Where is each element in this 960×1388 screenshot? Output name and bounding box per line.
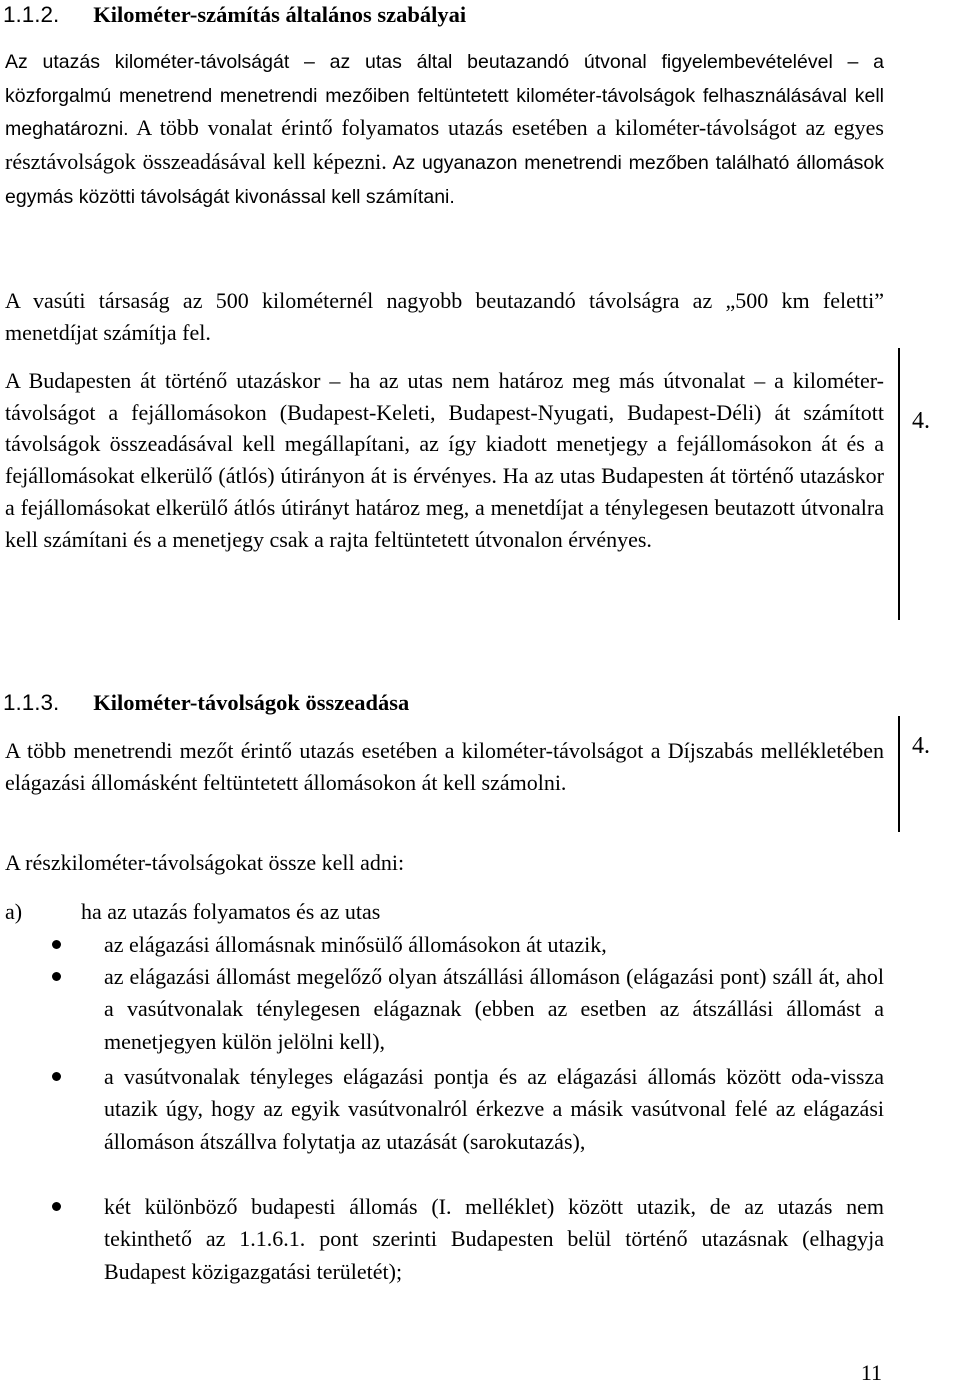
section-title: Kilométer-számítás általános szabályai [93, 2, 467, 27]
change-bar [898, 348, 900, 620]
section-number: 1.1.3. [3, 690, 60, 715]
list-label: a) [5, 899, 23, 924]
list-item: az elágazási állomásnak minősülő állomásokon át utazik, [104, 932, 607, 957]
section-heading-1-1-3 [3, 690, 409, 716]
list-heading: ha az utazás folyamatos és az utas [81, 899, 381, 924]
paragraph-text: A több menetrendi mezőt érintő utazás esetében a kilométer-távolságot a Díjszabás mellékletében elágazási állomásként feltüntetett állomásokon át kell számolni. [5, 738, 884, 795]
bullet-icon [52, 1202, 61, 1211]
paragraph-text: A vasúti társaság az 500 kilométernél nagyobb beutazandó távolságra az „500 km feletti” menetdíjat számítja fel. [5, 288, 884, 345]
paragraph-multiple-fields [5, 735, 884, 798]
margin-marker: 4. [912, 733, 930, 759]
paragraph-text-part-3: Az ugyanazon menetrendi mezőben található állomások egymás közötti távolságát kivonással kell számítani. [5, 152, 885, 208]
paragraph-text: A részkilométer-távolságokat össze kell adni: [5, 850, 405, 875]
list-item: két különböző budapesti állomás (I. melléklet) között utazik, de az utazás nem tekinthető az 1.1.6.1. pont szerinti Budapesten belül történő utazásnak (elhagyja Budapest közigazgatási területét); [104, 1194, 884, 1284]
list-item: a vasútvonalak tényleges elágazási pontja és az elágazási állomás között oda-vissza utazik úgy, hogy az egyik vasútvonalról érkezve a másik vasútvonal felé az elágazási állomáson átszállva folytatja az utazását (sarokutazás), [104, 1064, 884, 1154]
paragraph-km-distance [5, 45, 884, 214]
section-heading-1-1-2 [3, 2, 466, 28]
section-number: 1.1.2. [3, 2, 60, 27]
list-item: az elágazási állomást megelőző olyan átszállási állomáson (elágazási pont) száll át, ahol a vasútvonalak ténylegesen elágaznak (ebben az esetben az átszállási állomást a menetjegyen külön jelölni kell), [104, 964, 884, 1054]
paragraph-sum-intro [5, 847, 884, 879]
paragraph-text: A Budapesten át történő utazáskor – ha az utas nem határoz meg más útvonalat – a kilométer-távolságot a fejállomásokon (Budapest-Keleti, Budapest-Nyugati, Budapest-Déli) át számított távolságok összeadásával kell megállapítani, az így kiadott menetjegy a fejállomásokon át és a fejállomásokat elkerülő (átlós) útirányon át is érvényes. Ha az utas Budapesten át történő utazáskor a fejállomásokat elkerülő átlós útirányt határoz meg, a menetdíjat a ténylegesen beutazott útvonalra kell számítani és a menetjegy csak a rajta feltüntetett útvonalon érvényes. [5, 368, 884, 552]
margin-marker: 4. [912, 408, 930, 434]
bullet-icon [52, 972, 61, 981]
section-title: Kilométer-távolságok összeadása [93, 690, 410, 715]
paragraph-budapest [5, 365, 884, 555]
change-bar [898, 716, 900, 832]
paragraph-500km [5, 285, 884, 348]
bullet-icon [52, 1072, 61, 1081]
paragraph-text-part-2: A több vonalat érintő folyamatos utazás esetében a kilométer-távolságot az egyes résztávolságok összeadásával kell képezni. [5, 115, 884, 175]
bullet-icon [52, 940, 61, 949]
paragraph-text-part-1: Az utazás kilométer-távolságát – az utas által beutazandó útvonal figyelembevételével – a közforgalmú menetrend menetrendi mezőiben feltüntetett kilométer-távolságok felhasználásával kell meghatározni. [5, 51, 884, 141]
page-number: 11 [860, 1360, 882, 1385]
